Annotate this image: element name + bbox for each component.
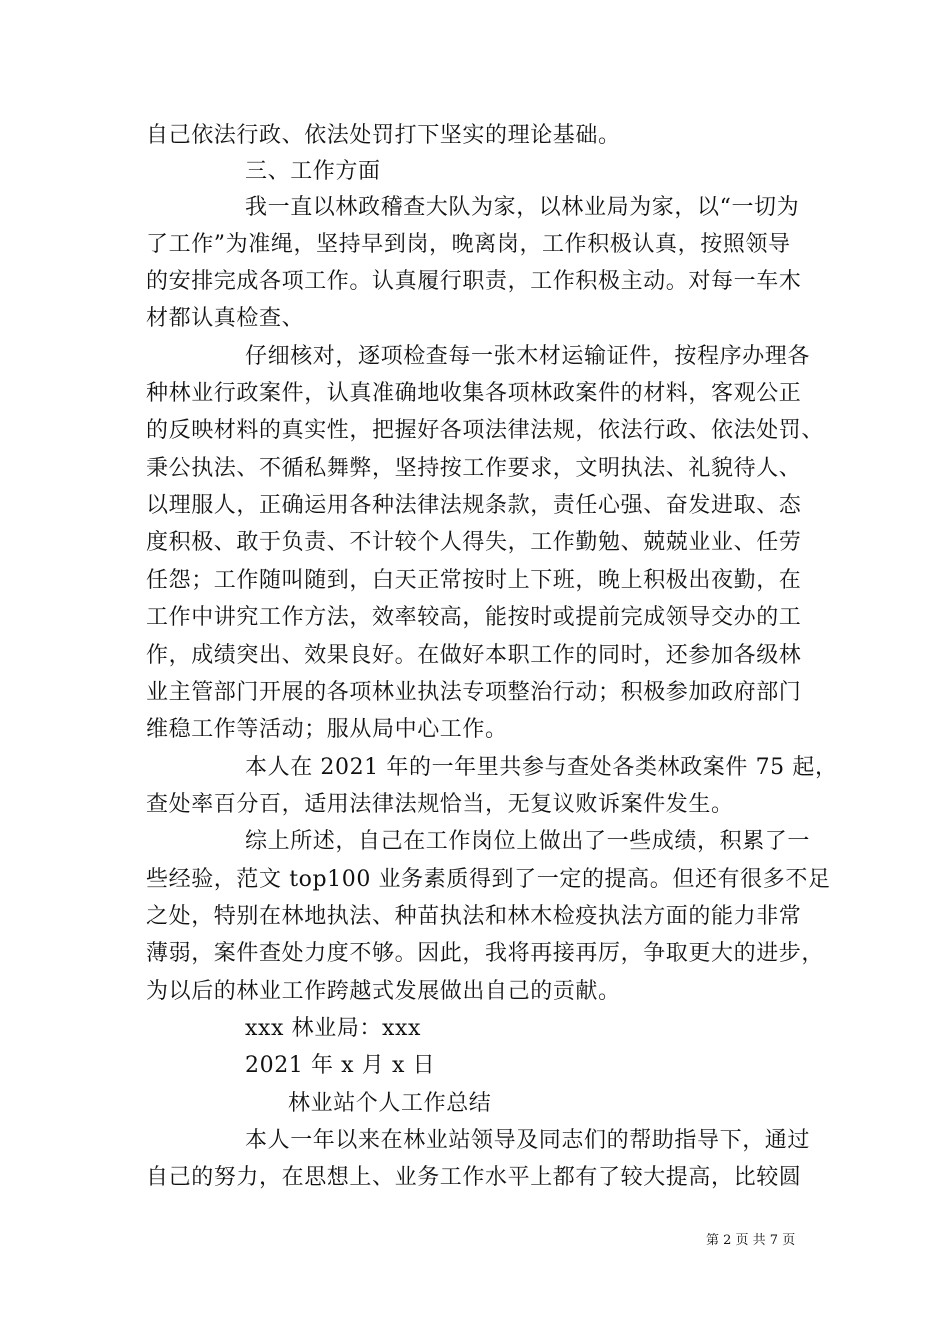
text-line: 了工作”为准绳，坚持早到岗，晚离岗，工作积极认真，按照领导	[146, 232, 791, 257]
text-line: 种林业行政案件，认真准确地收集各项林政案件的材料，客观公正	[146, 381, 802, 406]
text-line: 为以后的林业工作跨越式发展做出自己的贡献。	[146, 979, 621, 1004]
text-line: 的反映材料的真实性，把握好各项法律法规，依法行政、依法处罚、	[146, 418, 825, 443]
text-line: 以理服人，正确运用各种法律法规条款，责任心强、奋发进取、态	[146, 493, 802, 518]
text-line: 维稳工作等活动；服从局中心工作。	[146, 717, 508, 742]
text-line: 之处，特别在林地执法、种苗执法和林木检疫执法方面的能力非常	[146, 904, 802, 929]
text-line: 工作中讲究工作方法，效率较高，能按时或提前完成领导交办的工	[146, 605, 802, 630]
text-line: 秉公执法、不循私舞弊，坚持按工作要求，文明执法、礼貌待人、	[146, 456, 802, 481]
text-line: 自己的努力，在思想上、业务工作水平上都有了较大提高，比较圆	[146, 1165, 802, 1190]
text-line: 本人一年以来在林业站领导及同志们的帮助指导下，通过	[245, 1128, 811, 1153]
text-line: 些经验，范文 top100 业务素质得到了一定的提高。但还有很多不足	[146, 867, 831, 892]
document-title: 林业站个人工作总结	[288, 1091, 492, 1116]
date-line: 2021 年 x 月 x 日	[245, 1053, 436, 1078]
text-line: 任怨；工作随叫随到，白天正常按时上下班，晚上积极出夜勤，在	[146, 568, 802, 593]
page-number: 第 2 页 共 7 页	[706, 1233, 796, 1248]
text-line: 的安排完成各项工作。认真履行职责，工作积极主动。对每一车木	[146, 269, 802, 294]
text-line: 我一直以林政稽查大队为家，以林业局为家，以“一切为	[245, 195, 800, 220]
text-line: 材都认真检查、	[146, 306, 305, 331]
text-line: 自己依法行政、依法处罚打下坚实的理论基础。	[146, 123, 621, 148]
text-line: 仔细核对，逐项检查每一张木材运输证件，按程序办理各	[245, 344, 811, 369]
text-line: 作，成绩突出、效果良好。在做好本职工作的同时，还参加各级林	[146, 643, 802, 668]
text-line: 薄弱，案件查处力度不够。因此，我将再接再厉，争取更大的进步，	[146, 941, 825, 966]
signature-line: xxx 林业局：xxx	[245, 1016, 422, 1041]
text-line: 查处率百分百，适用法律法规恰当，无复议败诉案件发生。	[146, 792, 734, 817]
text-line: 综上所述，自己在工作岗位上做出了一些成绩，积累了一	[245, 829, 811, 854]
text-line: 度积极、敢于负责、不计较个人得失，工作勤勉、兢兢业业、任劳	[146, 530, 802, 555]
text-line: 业主管部门开展的各项林业执法专项整治行动；积极参加政府部门	[146, 680, 802, 705]
section-heading: 三、工作方面	[245, 159, 381, 184]
text-line: 本人在 2021 年的一年里共参与查处各类林政案件 75 起，	[245, 755, 838, 780]
